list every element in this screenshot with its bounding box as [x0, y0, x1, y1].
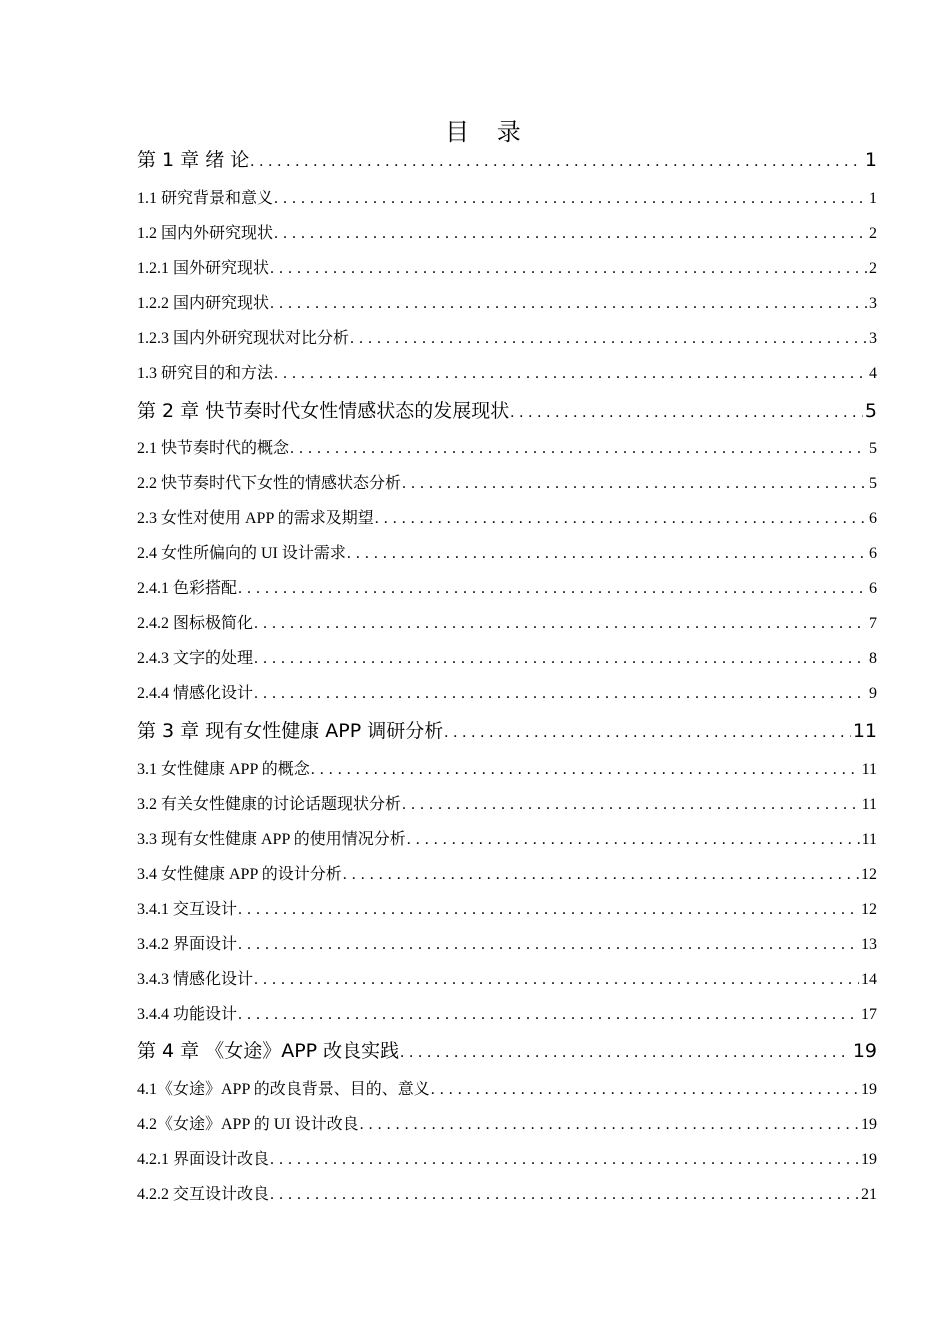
toc-entry-label: 1.2.1 国外研究现状 — [137, 260, 270, 277]
toc-section-entry[interactable] — [137, 505, 877, 528]
toc-page-number: 5 — [869, 475, 877, 492]
toc-section-entry[interactable] — [137, 290, 877, 313]
dot-leader — [444, 724, 851, 742]
toc-entry-label: 2.4.4 情感化设计 — [137, 685, 254, 702]
toc-section-entry[interactable] — [137, 470, 877, 493]
dot-leader — [407, 831, 860, 849]
dot-leader — [400, 1044, 851, 1062]
toc-section-entry[interactable] — [137, 575, 877, 598]
toc-entry-label: 1.3 研究目的和方法 — [137, 365, 274, 382]
toc-entry-label: 2.4.3 文字的处理 — [137, 650, 254, 667]
toc-page-number: 4 — [869, 365, 877, 382]
dot-leader — [510, 404, 863, 422]
dot-leader — [375, 510, 867, 528]
dot-leader — [254, 615, 867, 633]
dot-leader — [254, 650, 867, 668]
toc-entry-label: 4.2《女途》APP 的 UI 设计改良 — [137, 1116, 359, 1133]
dot-leader — [238, 580, 867, 598]
dot-leader — [270, 1186, 859, 1204]
toc-entry-label: 3.4.3 情感化设计 — [137, 971, 254, 988]
dot-leader — [250, 153, 863, 171]
toc-entry-label: 第 4 章 《女途》APP 改良实践 — [137, 1040, 400, 1062]
toc-section-entry[interactable] — [137, 966, 877, 989]
toc-entry-label: 3.1 女性健康 APP 的概念 — [137, 761, 310, 778]
toc-entry-label: 3.3 现有女性健康 APP 的使用情况分析 — [137, 831, 406, 848]
toc-section-entry[interactable] — [137, 540, 877, 563]
toc-entry-label: 1.1 研究背景和意义 — [137, 190, 274, 207]
toc-page-number: 7 — [869, 615, 877, 632]
toc-page-number: 3 — [869, 295, 877, 312]
toc-entry-label: 第 3 章 现有女性健康 APP 调研分析 — [137, 720, 444, 742]
toc-section-entry[interactable] — [137, 680, 877, 703]
toc-title: 目 录 — [445, 118, 531, 146]
toc-entry-label: 3.4.1 交互设计 — [137, 901, 238, 918]
dot-leader — [402, 475, 867, 493]
toc-entry-label: 2.1 快节奏时代的概念 — [137, 440, 290, 457]
toc-section-entry[interactable] — [137, 435, 877, 458]
toc-entry-label: 第 1 章 绪 论 — [137, 149, 250, 171]
toc-section-entry[interactable] — [137, 325, 877, 348]
toc-chapter-entry[interactable] — [137, 716, 877, 743]
toc-entry-label: 4.1《女途》APP 的改良背景、目的、意义 — [137, 1081, 430, 1098]
toc-entry-label: 3.4 女性健康 APP 的设计分析 — [137, 866, 342, 883]
toc-entry-label: 2.4.1 色彩搭配 — [137, 580, 238, 597]
dot-leader — [254, 685, 867, 703]
toc-page-number: 5 — [864, 400, 877, 422]
toc-entry-label: 第 2 章 快节奏时代女性情感状态的发展现状 — [137, 400, 510, 422]
dot-leader — [290, 440, 867, 458]
dot-leader — [360, 1116, 859, 1134]
toc-entry-label: 3.4.2 界面设计 — [137, 936, 238, 953]
toc-page-number: 1 — [869, 190, 877, 207]
toc-entry-label: 4.2.2 交互设计改良 — [137, 1186, 270, 1203]
toc-entry-label: 2.2 快节奏时代下女性的情感状态分析 — [137, 475, 402, 492]
dot-leader — [270, 260, 867, 278]
dot-leader — [343, 866, 859, 884]
toc-page-number: 5 — [869, 440, 877, 457]
toc-section-entry[interactable] — [137, 185, 877, 208]
toc-page-number: 12 — [861, 901, 877, 918]
dot-leader — [274, 365, 867, 383]
dot-leader — [311, 761, 860, 779]
dot-leader — [238, 936, 859, 954]
toc-page-number: 11 — [861, 796, 877, 813]
dot-leader — [274, 190, 867, 208]
dot-leader — [238, 901, 859, 919]
toc-page-number: 2 — [869, 260, 877, 277]
toc-entry-label: 2.4 女性所偏向的 UI 设计需求 — [137, 545, 346, 562]
toc-section-entry[interactable] — [137, 1111, 877, 1134]
dot-leader — [347, 545, 867, 563]
toc-section-entry[interactable] — [137, 896, 877, 919]
toc-page-number: 11 — [852, 720, 877, 742]
toc-page-number: 1 — [864, 149, 877, 171]
toc-section-entry[interactable] — [137, 220, 877, 243]
toc-section-entry[interactable] — [137, 756, 877, 779]
toc-section-entry[interactable] — [137, 1146, 877, 1169]
toc-section-entry[interactable] — [137, 1181, 877, 1204]
toc-page-number: 8 — [869, 650, 877, 667]
toc-entry-label: 1.2.3 国内外研究现状对比分析 — [137, 330, 350, 347]
toc-section-entry[interactable] — [137, 861, 877, 884]
toc-chapter-entry[interactable] — [137, 396, 877, 423]
toc-entry-label: 4.2.1 界面设计改良 — [137, 1151, 270, 1168]
toc-page-number: 13 — [861, 936, 877, 953]
toc-page-number: 19 — [861, 1081, 877, 1098]
toc-section-entry[interactable] — [137, 791, 877, 814]
toc-entry-label: 3.4.4 功能设计 — [137, 1006, 238, 1023]
toc-section-entry[interactable] — [137, 931, 877, 954]
toc-section-entry[interactable] — [137, 645, 877, 668]
toc-page-number: 19 — [861, 1116, 877, 1133]
dot-leader — [431, 1081, 859, 1099]
toc-page-number: 19 — [852, 1040, 877, 1062]
dot-leader — [350, 330, 867, 348]
toc-section-entry[interactable] — [137, 826, 877, 849]
toc-entry-label: 3.2 有关女性健康的讨论话题现状分析 — [137, 796, 402, 813]
toc-section-entry[interactable] — [137, 1001, 877, 1024]
toc-page-number: 21 — [861, 1186, 877, 1203]
toc-page-number: 11 — [861, 831, 877, 848]
dot-leader — [254, 971, 859, 989]
dot-leader — [270, 1151, 859, 1169]
toc-page-number: 14 — [861, 971, 877, 988]
toc-entry-label: 2.3 女性对使用 APP 的需求及期望 — [137, 510, 374, 527]
dot-leader — [270, 295, 867, 313]
toc-chapter-entry[interactable] — [137, 1036, 877, 1063]
toc-chapter-entry[interactable] — [137, 145, 877, 172]
toc-page-number: 6 — [869, 510, 877, 527]
dot-leader — [238, 1006, 859, 1024]
toc-section-entry[interactable] — [137, 360, 877, 383]
toc-section-entry[interactable] — [137, 610, 877, 633]
toc-page-number: 19 — [861, 1151, 877, 1168]
toc-entry-label: 1.2.2 国内研究现状 — [137, 295, 270, 312]
toc-page-number: 11 — [861, 761, 877, 778]
toc-page-number: 9 — [869, 685, 877, 702]
toc-page-number: 17 — [861, 1006, 877, 1023]
toc-section-entry[interactable] — [137, 255, 877, 278]
toc-page-number: 6 — [869, 545, 877, 562]
toc-page-number: 12 — [861, 866, 877, 883]
toc-page-number: 2 — [869, 225, 877, 242]
toc-section-entry[interactable] — [137, 1076, 877, 1099]
dot-leader — [274, 225, 867, 243]
dot-leader — [402, 796, 860, 814]
toc-entry-label: 1.2 国内外研究现状 — [137, 225, 274, 242]
toc-entry-label: 2.4.2 图标极简化 — [137, 615, 254, 632]
toc-page-number: 6 — [869, 580, 877, 597]
toc-page-number: 3 — [869, 330, 877, 347]
